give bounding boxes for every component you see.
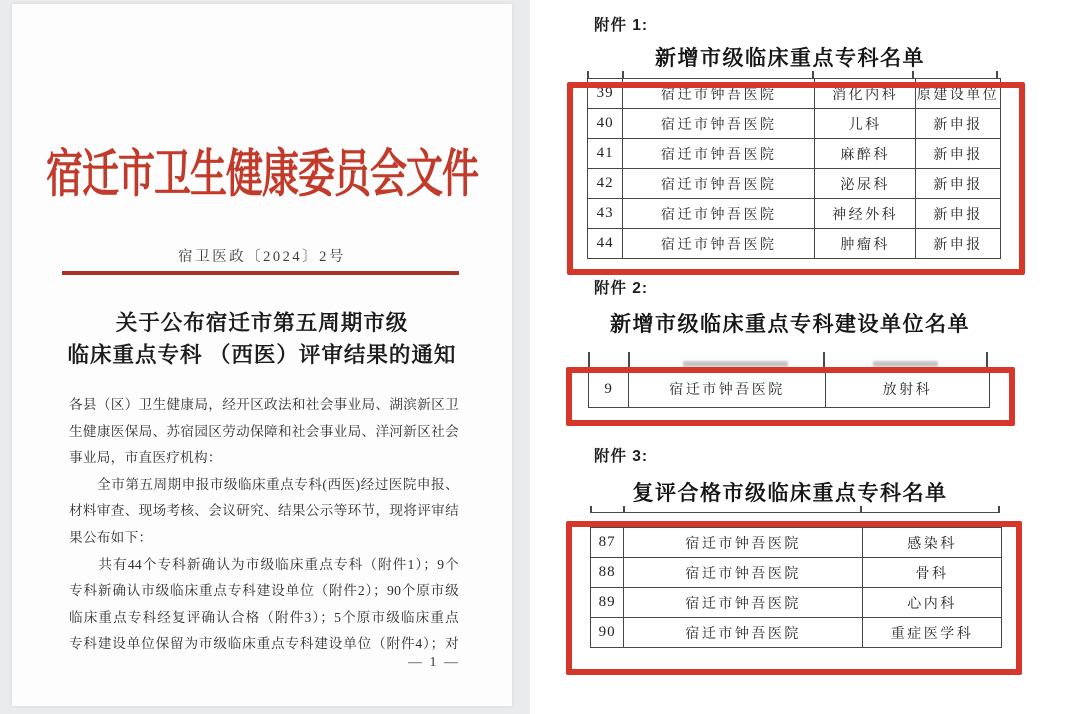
table-cell: 宿迁市钟吾医院 [623, 229, 815, 259]
row-number-cell: 88 [591, 558, 624, 588]
table-cell: 宿迁市钟吾医院 [624, 558, 863, 588]
table-cell: 新申报 [916, 109, 1001, 139]
red-rule-divider [62, 271, 459, 275]
row-number-cell: 9 [589, 371, 629, 408]
body-line: 专科新确认市级临床重点专科建设单位（附件2）；90个原市级 [69, 583, 459, 599]
table-cell: 儿科 [815, 109, 916, 139]
row-number-cell: 87 [591, 528, 624, 558]
table-border-tick [590, 506, 592, 512]
table-cell: 心内科 [862, 588, 1001, 618]
table-border-tick [812, 71, 814, 78]
notice-title-line1: 关于公布宿迁市第五周期市级 [115, 311, 409, 335]
document-page-right [530, 0, 1080, 714]
body-line: 临床重点专科经复评确认合格（附件3）；5个原市级临床重点 [69, 609, 459, 625]
table-cell: 泌尿科 [815, 169, 916, 199]
table-cell: 肿瘤科 [815, 229, 916, 259]
doc-number: 宿卫医政〔2024〕2号 [178, 249, 346, 265]
table-cell: 新申报 [916, 169, 1001, 199]
attachment-1-title: 新增市级临床重点专科名单 [655, 46, 925, 70]
table-border-tick [587, 71, 589, 78]
body-line: 事业局，市直医疗机构： [69, 450, 222, 466]
document-page-left [12, 4, 512, 706]
cropped-row-ticks [590, 506, 1000, 513]
cropped-row-ticks [587, 71, 998, 78]
notice-title [12, 307, 512, 371]
table-cell: 新申报 [916, 229, 1001, 259]
table-cell: 麻醉科 [815, 139, 916, 169]
body-line: 果公布如下： [69, 529, 153, 545]
body-line: 共有44个专科新确认为市级临床重点专科（附件1）；9个 [69, 556, 459, 572]
table-cell: 消化内科 [815, 79, 916, 109]
highlight-box-attachment-1 [567, 82, 1025, 275]
table-cell: 骨科 [862, 558, 1001, 588]
org-title: 宿迁市卫生健康委员会文件 [46, 146, 478, 204]
table-cell: 宿迁市钟吾医院 [629, 371, 825, 408]
table-cell: 神经外科 [815, 199, 916, 229]
notice-body [69, 392, 459, 658]
table-cell: 宿迁市钟吾医院 [623, 79, 815, 109]
row-number-cell: 42 [588, 169, 623, 199]
table-cell: 宿迁市钟吾医院 [624, 588, 863, 618]
row-number-cell: 90 [591, 618, 624, 648]
table-cell: 放射科 [825, 371, 989, 408]
highlight-box-attachment-2 [566, 367, 1015, 426]
row-number-cell: 43 [588, 199, 623, 229]
body-line: 专科建设单位保留为市级临床重点专科建设单位（附件4）；对 [69, 636, 459, 652]
attachment-1-label: 附件 1: [594, 17, 649, 34]
table-cell: 感染科 [862, 528, 1001, 558]
attachment-3-label: 附件 3: [594, 448, 649, 465]
table-cell: 原建设单位 [916, 79, 1001, 109]
table-cell: 宿迁市钟吾医院 [624, 618, 863, 648]
body-line: 生健康医保局、苏宿园区劳动保障和社会事业局、洋河新区社会 [69, 423, 459, 439]
row-number-cell: 89 [591, 588, 624, 618]
table-cell: 宿迁市钟吾医院 [623, 169, 815, 199]
notice-title-line2: 临床重点专科 （西医）评审结果的通知 [67, 343, 457, 367]
table-border-tick [998, 506, 1000, 512]
highlight-box-attachment-3 [566, 521, 1022, 675]
table-cell: 重症医学科 [862, 618, 1001, 648]
attachment-3-title: 复评合格市级临床重点专科名单 [632, 481, 948, 505]
table-border-tick [996, 71, 998, 78]
table-cell: 宿迁市钟吾医院 [623, 199, 815, 229]
row-number-cell: 41 [588, 139, 623, 169]
table-cell: 宿迁市钟吾医院 [623, 109, 815, 139]
table-border-tick [622, 71, 624, 78]
table-cell: 宿迁市钟吾医院 [624, 528, 863, 558]
table-border-tick [912, 71, 914, 78]
body-line: 全市第五周期申报市级临床重点专科(西医)经过医院申报、 [69, 476, 459, 492]
row-number-cell: 39 [588, 79, 623, 109]
table-cell: 新申报 [916, 199, 1001, 229]
page-number: — 1 — [408, 655, 460, 670]
table-cell: 新申报 [916, 139, 1001, 169]
body-line: 材料审查、现场考核、会议研究、结果公示等环节，现将评审结 [69, 503, 459, 519]
attachment-2-title: 新增市级临床重点专科建设单位名单 [610, 312, 970, 336]
row-number-cell: 44 [588, 229, 623, 259]
body-line: 各县（区）卫生健康局，经开区政法和社会事业局、湖滨新区卫 [69, 397, 459, 412]
attachment-2-label: 附件 2: [594, 280, 649, 297]
table-cell: 宿迁市钟吾医院 [623, 139, 815, 169]
row-number-cell: 40 [588, 109, 623, 139]
table-border-tick [860, 506, 862, 512]
table-border-tick [623, 506, 625, 512]
